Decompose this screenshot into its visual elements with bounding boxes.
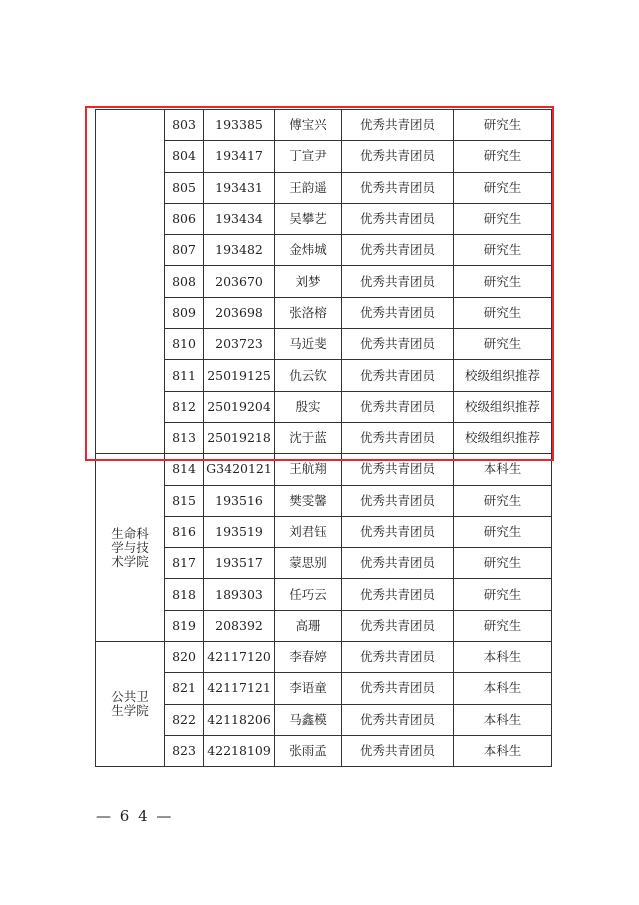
seq-cell: 820 (165, 642, 204, 673)
honor-cell: 优秀共青团员 (342, 485, 454, 516)
student-id-cell: 193417 (204, 141, 275, 172)
honor-cell: 优秀共青团员 (342, 172, 454, 203)
student-id-cell: 193434 (204, 203, 275, 234)
honor-cell: 优秀共青团员 (342, 141, 454, 172)
student-id-cell: 25019204 (204, 391, 275, 422)
category-cell: 研究生 (454, 297, 552, 328)
honor-cell: 优秀共青团员 (342, 235, 454, 266)
category-cell: 研究生 (454, 141, 552, 172)
honor-cell: 优秀共青团员 (342, 422, 454, 453)
category-cell: 研究生 (454, 548, 552, 579)
student-id-cell: 203670 (204, 266, 275, 297)
honor-cell: 优秀共青团员 (342, 548, 454, 579)
seq-cell: 808 (165, 266, 204, 297)
honor-cell: 优秀共青团员 (342, 203, 454, 234)
seq-cell: 803 (165, 110, 204, 141)
category-cell: 本科生 (454, 454, 552, 485)
honor-cell: 优秀共青团员 (342, 516, 454, 547)
department-label: 生命科学与技术学院 (111, 525, 149, 569)
honor-cell: 优秀共青团员 (342, 360, 454, 391)
table-row (96, 266, 552, 297)
department-label: 公共卫生学院 (111, 689, 149, 719)
student-id-cell: 203723 (204, 329, 275, 360)
honor-cell: 优秀共青团员 (342, 391, 454, 422)
seq-cell: 819 (165, 610, 204, 641)
student-id-cell: 208392 (204, 610, 275, 641)
name-cell: 仇云钦 (275, 360, 342, 391)
seq-cell: 807 (165, 235, 204, 266)
seq-cell: 822 (165, 704, 204, 735)
student-id-cell: 203698 (204, 297, 275, 328)
table-row (96, 610, 552, 641)
name-cell: 王航翔 (275, 454, 342, 485)
name-cell: 李春婷 (275, 642, 342, 673)
student-id-cell: 193482 (204, 235, 275, 266)
category-cell: 研究生 (454, 266, 552, 297)
seq-cell: 816 (165, 516, 204, 547)
name-cell: 王韵遥 (275, 172, 342, 203)
seq-cell: 821 (165, 673, 204, 704)
table-row (96, 548, 552, 579)
page-number: — 6 4 — (96, 807, 174, 825)
student-id-cell: 42118206 (204, 704, 275, 735)
student-id-cell: 193519 (204, 516, 275, 547)
name-cell: 李语童 (275, 673, 342, 704)
seq-cell: 804 (165, 141, 204, 172)
honor-cell: 优秀共青团员 (342, 454, 454, 485)
table-row (96, 454, 552, 485)
seq-cell: 817 (165, 548, 204, 579)
table-row (96, 297, 552, 328)
table-row (96, 329, 552, 360)
table-row (96, 203, 552, 234)
seq-cell: 811 (165, 360, 204, 391)
student-id-cell: 193517 (204, 548, 275, 579)
seq-cell: 806 (165, 203, 204, 234)
name-cell: 张雨孟 (275, 735, 342, 766)
table-row (96, 673, 552, 704)
name-cell: 刘君钰 (275, 516, 342, 547)
category-cell: 研究生 (454, 579, 552, 610)
student-id-cell: 25019125 (204, 360, 275, 391)
table-row (96, 391, 552, 422)
department-cell (96, 642, 165, 767)
category-cell: 校级组织推荐 (454, 360, 552, 391)
name-cell: 傅宝兴 (275, 110, 342, 141)
name-cell: 吴攀艺 (275, 203, 342, 234)
name-cell: 马近斐 (275, 329, 342, 360)
department-cell (96, 110, 165, 454)
honor-cell: 优秀共青团员 (342, 735, 454, 766)
category-cell: 研究生 (454, 329, 552, 360)
name-cell: 刘梦 (275, 266, 342, 297)
table-row (96, 235, 552, 266)
name-cell: 沈于蓝 (275, 422, 342, 453)
category-cell: 研究生 (454, 203, 552, 234)
seq-cell: 815 (165, 485, 204, 516)
student-id-cell: 193431 (204, 172, 275, 203)
category-cell: 研究生 (454, 110, 552, 141)
category-cell: 校级组织推荐 (454, 391, 552, 422)
table-row (96, 110, 552, 141)
name-cell: 高珊 (275, 610, 342, 641)
category-cell: 研究生 (454, 235, 552, 266)
category-cell: 本科生 (454, 704, 552, 735)
seq-cell: 810 (165, 329, 204, 360)
name-cell: 蒙思别 (275, 548, 342, 579)
table-row (96, 360, 552, 391)
category-cell: 研究生 (454, 516, 552, 547)
table-row (96, 579, 552, 610)
name-cell: 张洛榕 (275, 297, 342, 328)
seq-cell: 818 (165, 579, 204, 610)
student-id-cell: 42117120 (204, 642, 275, 673)
table-row (96, 172, 552, 203)
table-row (96, 516, 552, 547)
category-cell: 研究生 (454, 172, 552, 203)
table-row (96, 704, 552, 735)
name-cell: 丁宣尹 (275, 141, 342, 172)
category-cell: 本科生 (454, 673, 552, 704)
honor-cell: 优秀共青团员 (342, 110, 454, 141)
category-cell: 研究生 (454, 610, 552, 641)
table-row (96, 735, 552, 766)
honor-cell: 优秀共青团员 (342, 297, 454, 328)
category-cell: 研究生 (454, 485, 552, 516)
student-id-cell: 25019218 (204, 422, 275, 453)
student-id-cell: 189303 (204, 579, 275, 610)
student-id-cell: 193516 (204, 485, 275, 516)
name-cell: 樊雯馨 (275, 485, 342, 516)
honor-cell: 优秀共青团员 (342, 704, 454, 735)
table-row (96, 642, 552, 673)
category-cell: 本科生 (454, 642, 552, 673)
honor-cell: 优秀共青团员 (342, 266, 454, 297)
category-cell: 本科生 (454, 735, 552, 766)
department-cell (96, 454, 165, 642)
student-id-cell: 42117121 (204, 673, 275, 704)
name-cell: 马鑫模 (275, 704, 342, 735)
name-cell: 金炜城 (275, 235, 342, 266)
student-id-cell: 42218109 (204, 735, 275, 766)
name-cell: 殷实 (275, 391, 342, 422)
honor-roster-table (95, 109, 552, 767)
table-row (96, 485, 552, 516)
student-id-cell: G3420121 (204, 454, 275, 485)
honor-cell: 优秀共青团员 (342, 329, 454, 360)
table-row (96, 141, 552, 172)
seq-cell: 812 (165, 391, 204, 422)
honor-cell: 优秀共青团员 (342, 642, 454, 673)
honor-cell: 优秀共青团员 (342, 579, 454, 610)
seq-cell: 814 (165, 454, 204, 485)
student-id-cell: 193385 (204, 110, 275, 141)
name-cell: 任巧云 (275, 579, 342, 610)
honor-cell: 优秀共青团员 (342, 610, 454, 641)
seq-cell: 805 (165, 172, 204, 203)
seq-cell: 809 (165, 297, 204, 328)
category-cell: 校级组织推荐 (454, 422, 552, 453)
roster-body (96, 110, 552, 767)
table-row (96, 422, 552, 453)
seq-cell: 813 (165, 422, 204, 453)
honor-cell: 优秀共青团员 (342, 673, 454, 704)
seq-cell: 823 (165, 735, 204, 766)
